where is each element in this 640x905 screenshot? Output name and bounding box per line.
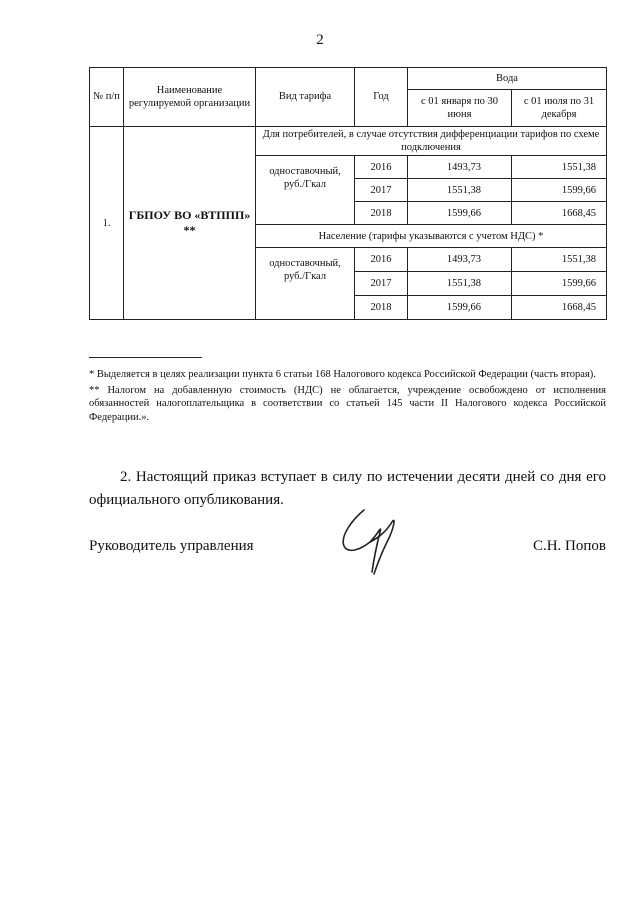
header-water: Вода (408, 68, 607, 90)
header-year: Год (355, 68, 408, 127)
value-cell: 1551,38 (408, 179, 512, 202)
page-number: 2 (316, 32, 324, 48)
footnotes (89, 368, 606, 427)
signature-image (334, 502, 414, 582)
header-period-1: с 01 января по 30 июня (408, 90, 512, 127)
value-cell: 1551,38 (408, 272, 512, 296)
clause-2: 2. Настоящий приказ вступает в силу по истечении десяти дней со дня его официального опубликования. (89, 469, 606, 508)
footnote-2: ** Налогом на добавленную стоимость (НДС) не облагается, учреждение освобождено от исполнения обязанностей налогоплательщика в соответствии со статьей 145 части II Налогового кодекса Российской Федерации.». (89, 384, 606, 423)
value-cell: 1551,38 (512, 248, 607, 272)
value-cell: 1599,66 (512, 179, 607, 202)
tariff-table (89, 67, 607, 320)
value-cell: 1493,73 (408, 248, 512, 272)
year-cell: 2016 (355, 248, 408, 272)
year-cell: 2016 (355, 156, 408, 179)
org-name: ГБПОУ ВО «ВТППП» (128, 208, 251, 223)
signer-title: Руководитель управления (89, 538, 254, 554)
value-cell: 1599,66 (512, 272, 607, 296)
year-cell: 2018 (355, 202, 408, 225)
row-number: 1. (90, 127, 124, 320)
value-cell: 1599,66 (408, 296, 512, 320)
year-cell: 2018 (355, 296, 408, 320)
header-org: Наименование регулируемой организации (124, 68, 256, 127)
year-cell: 2017 (355, 179, 408, 202)
org-name-cell (124, 127, 256, 320)
header-num: № п/п (90, 68, 124, 127)
signer-name: С.Н. Попов (532, 538, 606, 554)
section-2-title: Население (тарифы указываются с учетом НДС) * (256, 225, 607, 248)
value-cell: 1668,45 (512, 296, 607, 320)
header-tariff-type: Вид тарифа (256, 68, 355, 127)
footnote-1: * Выделяется в целях реализации пункта 6 статьи 168 Налогового кодекса Российской Федерации (часть вторая). (89, 369, 596, 380)
value-cell: 1551,38 (512, 156, 607, 179)
org-note: ** (183, 223, 196, 238)
value-cell: 1599,66 (408, 202, 512, 225)
header-period-2: с 01 июля по 31 декабря (512, 90, 607, 127)
value-cell: 1668,45 (512, 202, 607, 225)
tariff-type-2: одноставочный, руб./Гкал (256, 248, 355, 320)
tariff-type-1: одноставочный, руб./Гкал (256, 156, 355, 225)
footnote-divider (89, 357, 202, 358)
value-cell: 1493,73 (408, 156, 512, 179)
section-1-title: Для потребителей, в случае отсутствия дифференциации тарифов по схеме подключения (256, 127, 607, 156)
year-cell: 2017 (355, 272, 408, 296)
